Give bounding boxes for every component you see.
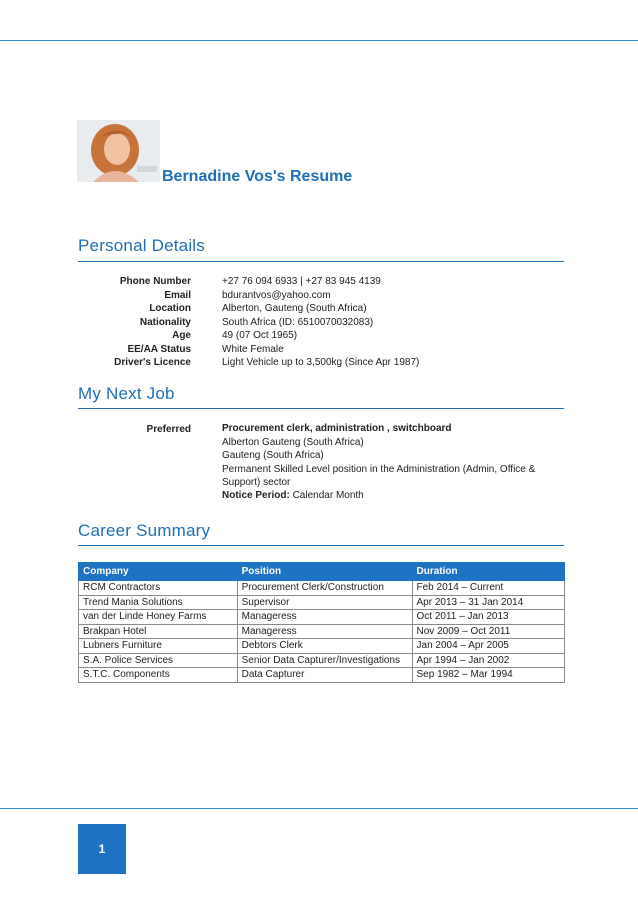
table-row [79, 639, 565, 654]
table-row [79, 668, 565, 683]
page-number: 1 [98, 842, 106, 856]
detail-label: Driver's Licence [114, 357, 191, 368]
detail-value: +27 76 094 6933 | +27 83 945 4139 [222, 276, 381, 287]
preferred-location: Alberton Gauteng (South Africa) [222, 436, 364, 448]
detail-value: 49 (07 Oct 1965) [222, 330, 298, 341]
personal-details-heading: Personal Details [78, 236, 205, 255]
detail-value: Alberton, Gauteng (South Africa) [222, 303, 367, 314]
preferred-label: Preferred [146, 424, 191, 435]
profile-photo-icon [77, 120, 160, 182]
table-row [79, 595, 565, 610]
cell-position: Manageress [237, 610, 412, 625]
cell-company: S.T.C. Components [79, 668, 238, 683]
cell-position: Supervisor [237, 595, 412, 610]
preferred-role: Procurement clerk, administration , switchboard [222, 423, 452, 434]
cell-company: van der Linde Honey Farms [79, 610, 238, 625]
cell-position: Data Capturer [237, 668, 412, 683]
career-summary-table [78, 562, 565, 683]
profile-photo [77, 120, 160, 182]
cell-company: Brakpan Hotel [79, 624, 238, 639]
detail-value: Light Vehicle up to 3,500kg (Since Apr 1987) [222, 357, 420, 368]
detail-value: bdurantvos@yahoo.com [222, 289, 331, 301]
detail-value: South Africa (ID: 6510070032083) [222, 316, 374, 328]
next-job-rule [78, 408, 564, 409]
cell-company: RCM Contractors [79, 581, 238, 596]
table-header-row [79, 563, 565, 581]
cell-company: S.A. Police Services [79, 653, 238, 668]
career-summary-rule [78, 545, 564, 546]
preferred-region: Gauteng (South Africa) [222, 450, 324, 461]
page-number-badge [78, 824, 126, 874]
cell-duration: Jan 2004 – Apr 2005 [412, 639, 564, 654]
personal-details-rule [78, 261, 564, 262]
cell-position: Manageress [237, 624, 412, 639]
preferred-job-details [222, 422, 542, 503]
cell-duration: Feb 2014 – Current [412, 581, 564, 596]
cell-position: Debtors Clerk [237, 639, 412, 654]
cell-company: Trend Mania Solutions [79, 595, 238, 610]
detail-label: Phone Number [119, 276, 191, 287]
notice-period [222, 489, 542, 502]
notice-period-value: Calendar Month [292, 490, 364, 501]
column-header-company: Company [79, 563, 238, 581]
cell-position: Procurement Clerk/Construction [237, 581, 412, 596]
detail-label: Age [172, 330, 191, 341]
column-header-position: Position [237, 563, 412, 581]
next-job-heading: My Next Job [78, 384, 175, 403]
detail-value: White Female [222, 343, 284, 355]
notice-period-label: Notice Period: [222, 490, 290, 501]
table-row [79, 581, 565, 596]
cell-position: Senior Data Capturer/Investigations [237, 653, 412, 668]
cell-duration: Nov 2009 – Oct 2011 [412, 624, 564, 639]
cell-duration: Sep 1982 – Mar 1994 [412, 668, 564, 683]
resume-title: Bernadine Vos's Resume [162, 168, 353, 185]
cell-duration: Apr 2013 – 31 Jan 2014 [412, 595, 564, 610]
column-header-duration: Duration [412, 563, 564, 581]
detail-label: EE/AA Status [127, 343, 191, 355]
top-rule [0, 40, 638, 41]
detail-label: Nationality [139, 316, 191, 328]
table-row [79, 653, 565, 668]
cell-duration: Apr 1994 – Jan 2002 [412, 653, 564, 668]
table-row [79, 624, 565, 639]
cell-duration: Oct 2011 – Jan 2013 [412, 610, 564, 625]
preferred-position-description: Permanent Skilled Level position in the Administration (Admin, Office & Support) sector [222, 463, 536, 488]
detail-label: Email [164, 289, 191, 301]
cell-company: Lubners Furniture [79, 639, 238, 654]
bottom-rule [0, 808, 638, 809]
detail-label: Location [149, 303, 191, 314]
career-summary-heading: Career Summary [78, 521, 211, 540]
table-row [79, 610, 565, 625]
